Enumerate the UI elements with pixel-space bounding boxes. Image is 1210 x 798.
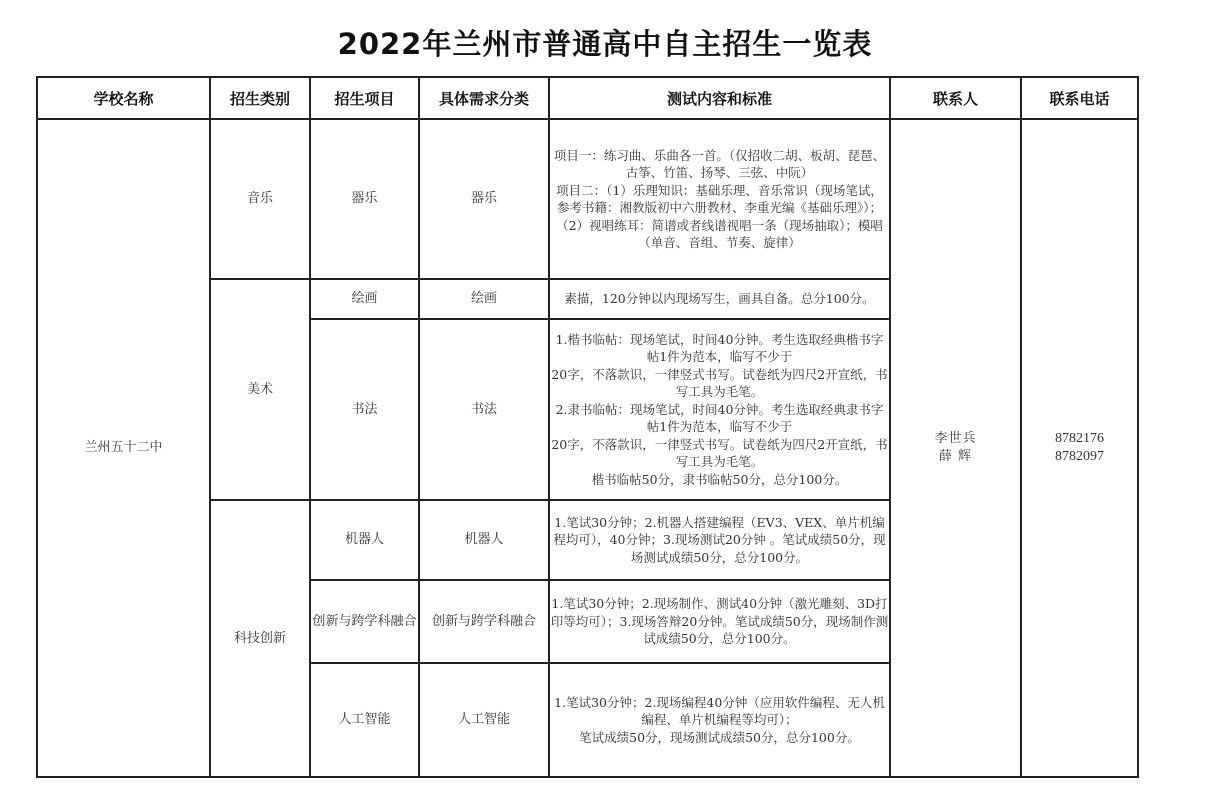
category-art-cell: 美术 bbox=[210, 279, 310, 500]
test-ai-cell: 1.笔试30分钟；2.现场编程40分钟（应用软件编程、无人机编程、单片机编程等均可）； 笔试成绩50分，现场测试成绩50分，总分100分。 bbox=[549, 663, 890, 777]
test-calligraphy-cell: 1.楷书临帖：现场笔试，时间40分钟。考生选取经典楷书字帖1件为范本，临写不少于 20字，不落款识，一律竖式书写。试卷纸为四尺2开宣纸，书写工具为毛笔。 2.隶书临帖：现场笔试，时间40分钟。考生选取经典隶书字帖1件为范本，临写不少于 20字，不落款识，一律竖式书写。试卷纸为四尺2开宣纸，书写工具为毛笔。 楷书临帖50分，隶书临帖50分，总分100分。 bbox=[549, 319, 890, 500]
demand-robot-cell: 机器人 bbox=[419, 500, 549, 580]
demand-painting-cell: 绘画 bbox=[419, 279, 549, 319]
test-instrument-cell: 项目一：练习曲、乐曲各一首。（仅招收二胡、板胡、琵琶、古筝、竹笛、扬琴、三弦、中阮） 项目二：（1）乐理知识：基础乐理、音乐常识（现场笔试，参考书籍：湘教版初中六册教材、李重光编《基础乐理》）；（2）视唱练耳：简谱或者线谱视唱一条（现场抽取）；模唱（单音、音组、节奏、旋律） bbox=[549, 119, 890, 279]
demand-calligraphy-cell: 书法 bbox=[419, 319, 549, 500]
demand-innovation-cell: 创新与跨学科融合 bbox=[419, 580, 549, 663]
contact-person-cell: 李世兵 薛 辉 bbox=[890, 119, 1021, 777]
contact-phone-cell: 8782176 8782097 bbox=[1021, 119, 1138, 777]
header-demand: 具体需求分类 bbox=[419, 77, 549, 119]
enrollment-table bbox=[36, 76, 1139, 778]
category-tech-cell: 科技创新 bbox=[210, 500, 310, 777]
project-instrument-cell: 器乐 bbox=[310, 119, 419, 279]
project-calligraphy-cell: 书法 bbox=[310, 319, 419, 500]
table-header-row bbox=[37, 77, 1138, 119]
test-innovation-cell: 1.笔试30分钟；2.现场制作、测试40分钟（激光雕刻、3D打印等均可）；3.现场答辩20分钟。笔试成绩50分，现场制作测试成绩50分，总分100分。 bbox=[549, 580, 890, 663]
header-project: 招生项目 bbox=[310, 77, 419, 119]
project-robot-cell: 机器人 bbox=[310, 500, 419, 580]
category-music-cell: 音乐 bbox=[210, 119, 310, 279]
demand-ai-cell: 人工智能 bbox=[419, 663, 549, 777]
demand-instrument-cell: 器乐 bbox=[419, 119, 549, 279]
table-row bbox=[37, 119, 1138, 279]
document-title: 2022年兰州市普通高中自主招生一览表 bbox=[337, 27, 873, 61]
school-name-cell: 兰州五十二中 bbox=[37, 119, 210, 777]
test-painting-cell: 素描，120分钟以内现场写生，画具自备。总分100分。 bbox=[549, 279, 890, 319]
header-test: 测试内容和标准 bbox=[549, 77, 890, 119]
project-innovation-cell: 创新与跨学科融合 bbox=[310, 580, 419, 663]
header-phone: 联系电话 bbox=[1021, 77, 1138, 119]
project-ai-cell: 人工智能 bbox=[310, 663, 419, 777]
header-category: 招生类别 bbox=[210, 77, 310, 119]
header-contact: 联系人 bbox=[890, 77, 1021, 119]
test-robot-cell: 1.笔试30分钟；2.机器人搭建编程（EV3、VEX、单片机编程均可），40分钟；3.现场测试20分钟 。笔试成绩50分，现场测试成绩50分，总分100分。 bbox=[549, 500, 890, 580]
project-painting-cell: 绘画 bbox=[310, 279, 419, 319]
header-school: 学校名称 bbox=[37, 77, 210, 119]
